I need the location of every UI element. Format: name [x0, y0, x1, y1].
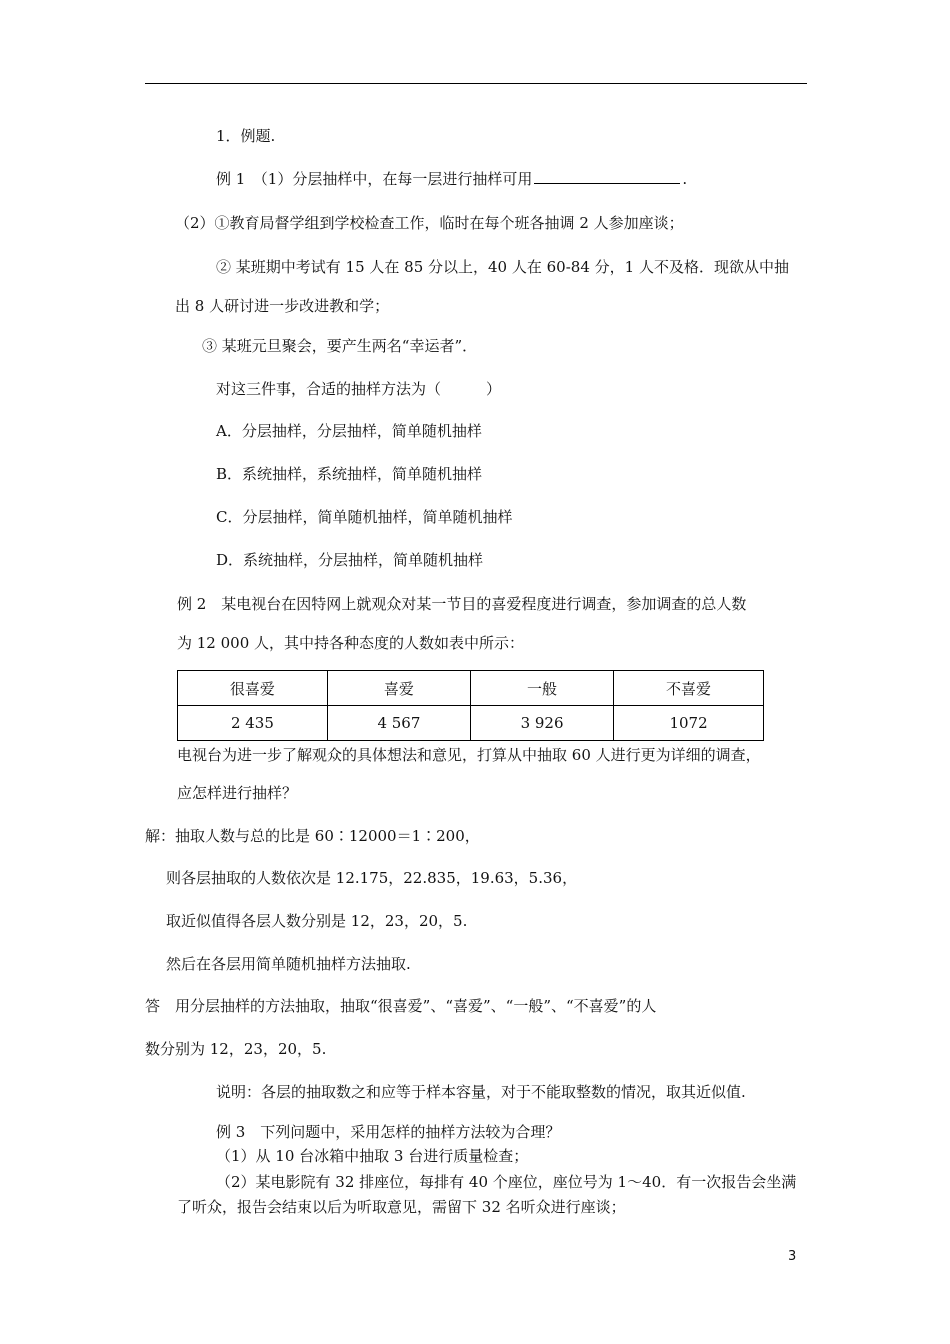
option-a: A．分层抽样，分层抽样，简单随机抽样 — [216, 422, 482, 440]
example-2-question-line-2: 应怎样进行抽样？ — [177, 784, 298, 802]
case-3: ③ 某班元旦聚会，要产生两名“幸运者”． — [202, 337, 478, 355]
solution-line-4: 然后在各层用简单随机抽样方法抽取. — [166, 955, 411, 973]
example-2-question-line-1: 电视台为进一步了解观众的具体想法和意见，打算从中抽取 60 人进行更为详细的调查， — [177, 746, 761, 764]
answer-blank — [534, 169, 680, 184]
example-3-item-1: （1）从 10 台冰箱中抽取 3 台进行质量检查； — [216, 1147, 529, 1165]
solution-line-1: 解：抽取人数与总的比是 60∶12000＝1∶200， — [145, 827, 480, 845]
table-cell: 2 435 — [178, 706, 328, 741]
table-cell: 4 567 — [327, 706, 470, 741]
table-header-cell: 不喜爱 — [614, 671, 764, 706]
example-1-text: 例 1 （1）分层抽样中，在每一层进行抽样可用 — [216, 170, 533, 188]
page-number: 3 — [788, 1249, 797, 1264]
header-rule — [145, 83, 807, 84]
example-1-part-1 — [216, 169, 687, 189]
solution-line-3: 取近似值得各层人数分别是 12，23，20，5. — [166, 912, 468, 930]
case-2-line-1: ② 某班期中考试有 15 人在 85 分以上，40 人在 60-84 分，1 人不及格．现欲从中抽 — [216, 258, 789, 276]
solution-line-2: 则各层抽取的人数依次是 12.175，22.835，19.63，5.36， — [166, 869, 578, 887]
section-heading: 1．例题. — [216, 127, 276, 145]
table-header-row — [178, 671, 764, 706]
example-3-item-2-line-2: 了听众，报告会结束以后为听取意见，需留下 32 名听众进行座谈； — [177, 1198, 626, 1216]
table-cell: 1072 — [614, 706, 764, 741]
answer-line-2: 数分别为 12，23，20，5. — [145, 1040, 327, 1058]
table-header-cell: 喜爱 — [327, 671, 470, 706]
table-header-cell: 很喜爱 — [178, 671, 328, 706]
example-2-line-2: 为 12 000 人，其中持各种态度的人数如表中所示： — [177, 634, 525, 652]
table-cell: 3 926 — [470, 706, 613, 741]
table-header-cell: 一般 — [470, 671, 613, 706]
note: 说明：各层的抽取数之和应等于样本容量，对于不能取整数的情况，取其近似值. — [216, 1083, 746, 1101]
question-stem: 对这三件事，合适的抽样方法为（ ） — [216, 380, 502, 398]
option-c: C．分层抽样，简单随机抽样，简单随机抽样 — [216, 508, 513, 526]
example-3-heading: 例 3 下列问题中，采用怎样的抽样方法较为合理？ — [216, 1123, 561, 1141]
blank-suffix: . — [682, 170, 688, 188]
case-2-line-2: 出 8 人研讨进一步改进教和学； — [175, 297, 390, 315]
answer-line-1: 答 用分层抽样的方法抽取，抽取“很喜爱”、“喜爱”、“一般”、“不喜爱”的人 — [145, 997, 657, 1015]
option-d: D．系统抽样，分层抽样，简单随机抽样 — [216, 551, 484, 569]
example-2-line-1: 例 2 某电视台在因特网上就观众对某一节目的喜爱程度进行调查，参加调查的总人数 — [177, 595, 747, 613]
example-3-item-2-line-1: （2）某电影院有 32 排座位，每排有 40 个座位，座位号为 1～40．有一次报告会坐满 — [216, 1173, 797, 1191]
example-1-part-2: （2）①教育局督学组到学校检查工作，临时在每个班各抽调 2 人参加座谈； — [175, 214, 684, 232]
attitude-table — [177, 670, 764, 741]
table-row — [178, 706, 764, 741]
option-b: B．系统抽样，系统抽样，简单随机抽样 — [216, 465, 483, 483]
